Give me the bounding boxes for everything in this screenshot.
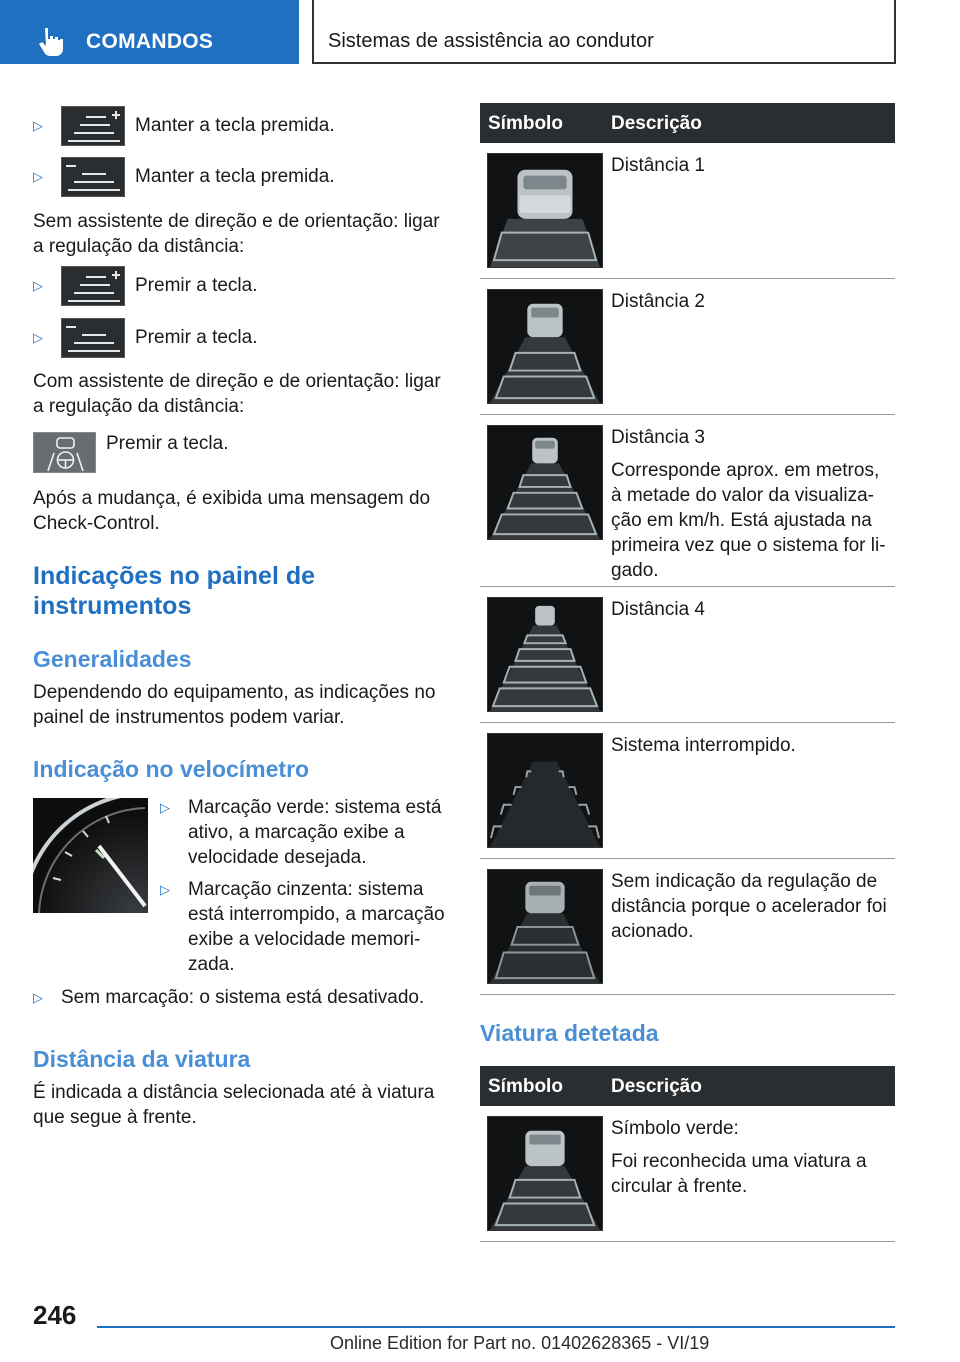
chapter-title-box xyxy=(312,0,896,64)
distance-text: É indicada a distância selecionada até à viatura que segue à frente. xyxy=(33,1082,435,1128)
accelerator-override-symbol xyxy=(487,869,603,984)
heading-vehicle-distance: Distância da viatura xyxy=(33,1046,251,1072)
table-row xyxy=(480,415,895,587)
distance-2-symbol xyxy=(487,289,603,404)
row-description: Distância 1 xyxy=(611,155,705,176)
row-description: Sem indicação da regulação de distância porque o acelerador foi acionado. xyxy=(611,871,887,942)
row-description: Distância 4 xyxy=(611,599,705,620)
row-description-extra: Foi reconhecida uma viatura a circular à frente. xyxy=(611,1151,867,1197)
step-text: Manter a tecla premida. xyxy=(135,115,335,136)
step-press-minus xyxy=(33,318,257,358)
triangle-right-icon: ▷ xyxy=(33,330,43,345)
distance-minus-button-icon xyxy=(61,318,125,358)
step-text: Premir a tecla. xyxy=(135,327,258,348)
triangle-right-icon: ▷ xyxy=(33,278,43,293)
page-number: 246 xyxy=(33,1300,77,1330)
step-hold-minus xyxy=(33,157,335,197)
heading-general: Generalidades xyxy=(33,646,192,672)
bullet-green-mark xyxy=(160,795,450,870)
column-header-symbol: Símbolo xyxy=(488,1076,563,1097)
vehicle-detected-symbol xyxy=(487,1116,603,1231)
heading-vehicle-detected: Viatura detetada xyxy=(480,1020,659,1046)
speedometer-image xyxy=(33,798,148,913)
column-header-description: Descrição xyxy=(611,1076,702,1097)
chapter-title: Sistemas de assistência ao condutor xyxy=(328,30,654,52)
press-assist-text: Premir a tecla. xyxy=(106,433,229,454)
bullet-no-mark xyxy=(33,985,453,1010)
bullet-text: Marcação verde: sistema está ativo, a marcação exibe a velocidade desejada. xyxy=(188,797,442,868)
footer-divider xyxy=(97,1326,895,1328)
row-description: Distância 2 xyxy=(611,291,705,312)
table-row xyxy=(480,279,895,415)
bullet-grey-mark xyxy=(160,877,450,977)
table-header xyxy=(480,103,895,143)
row-description: Sistema interrompido. xyxy=(611,735,796,756)
column-header-description: Descrição xyxy=(611,113,702,134)
step-hold-plus xyxy=(33,106,335,146)
steering-assistant-button-icon xyxy=(33,432,96,473)
triangle-right-icon: ▷ xyxy=(33,118,43,133)
pointing-hand-icon xyxy=(36,26,66,56)
step-text: Premir a tecla. xyxy=(135,275,258,296)
table-row xyxy=(480,1106,895,1242)
distance-1-symbol xyxy=(487,153,603,268)
with-assistant-text: Com assistente de direção e de orientação: ligar a regulação da distância: xyxy=(33,371,441,417)
column-header-symbol: Símbolo xyxy=(488,113,563,134)
triangle-right-icon: ▷ xyxy=(33,990,43,1005)
distance-plus-button-icon xyxy=(61,106,125,146)
row-description-extra: Corresponde aprox. em metros, à metade do valor da visualização em km/h. Está ajustada na primeira vez que o sistema for ligado. xyxy=(611,460,886,581)
step-press-plus xyxy=(33,266,257,306)
triangle-right-icon: ▷ xyxy=(160,800,170,815)
without-assistant-text: Sem assistente de direção e de orientação: ligar a regulação da distância: xyxy=(33,211,440,257)
section-tab-label: COMANDOS xyxy=(86,30,214,53)
bullet-text: Marcação cinzenta: sistema está interrompido, a marcação exibe a velocidade memorizada. xyxy=(188,879,445,975)
heading-instrument-display: Indicações no painel de instrumentos xyxy=(33,562,316,620)
system-interrupted-symbol xyxy=(487,733,603,848)
table-row xyxy=(480,859,895,995)
step-text: Manter a tecla premida. xyxy=(135,166,335,187)
row-description: Distância 3 xyxy=(611,427,705,448)
triangle-right-icon: ▷ xyxy=(33,169,43,184)
distance-minus-button-icon xyxy=(61,157,125,197)
table-row xyxy=(480,723,895,859)
bullet-text: Sem marcação: o sistema está desativado. xyxy=(61,987,425,1008)
table-row xyxy=(480,143,895,279)
triangle-right-icon: ▷ xyxy=(160,882,170,897)
distance-plus-button-icon xyxy=(61,266,125,306)
heading-speedometer: Indicação no velocímetro xyxy=(33,756,310,782)
general-text: Dependendo do equipamento, as indicações no painel de instrumentos podem variar. xyxy=(33,682,436,728)
table-header xyxy=(480,1066,895,1106)
distance-4-symbol xyxy=(487,597,603,712)
distance-3-symbol xyxy=(487,425,603,540)
edition-footer: Online Edition for Part no. 01402628365 - VI/19 xyxy=(330,1333,710,1353)
section-tab[interactable] xyxy=(0,0,299,64)
table-row xyxy=(480,587,895,723)
row-description: Símbolo verde: xyxy=(611,1118,739,1139)
after-change-text: Após a mudança, é exibida uma mensagem do Check-Control. xyxy=(33,488,431,534)
